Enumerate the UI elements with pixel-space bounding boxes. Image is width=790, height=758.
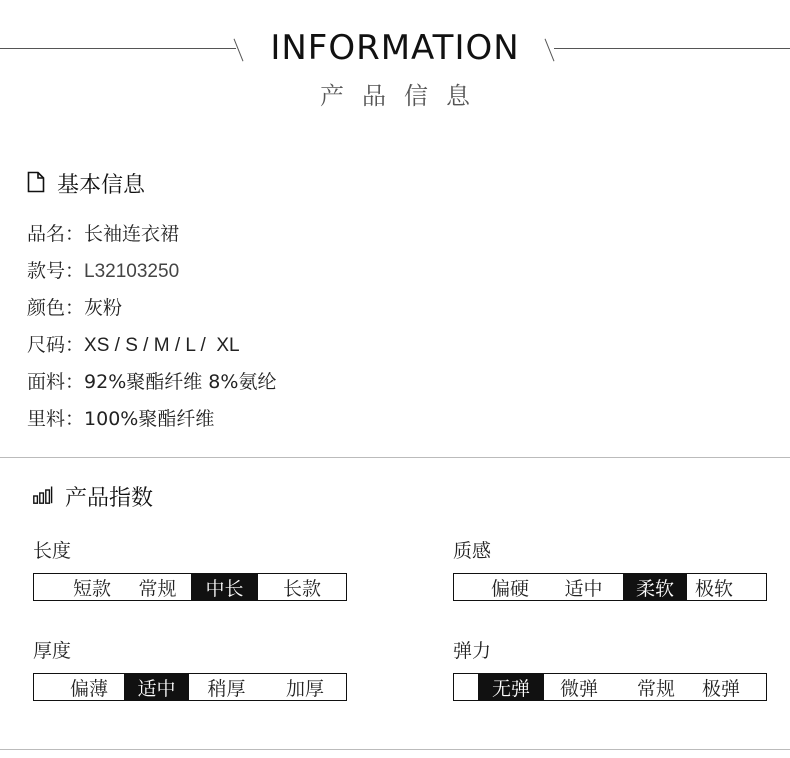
index-option: 微弹 bbox=[559, 677, 598, 700]
index-option: 加厚 bbox=[285, 677, 324, 700]
info-value: 92%聚酯纤维 8%氨纶 bbox=[84, 371, 277, 393]
index-label-texture: 质感 bbox=[453, 540, 492, 562]
info-label: 款号 bbox=[27, 260, 66, 282]
index-option-selected: 无弹 bbox=[478, 674, 544, 700]
index-option: 短款 bbox=[72, 577, 111, 600]
basic-info-heading: 基本信息 bbox=[57, 173, 146, 198]
bottom-divider bbox=[0, 749, 790, 750]
info-value: XS / S / M / L / XL bbox=[84, 335, 240, 356]
index-scale-length bbox=[33, 573, 347, 601]
index-option: 偏硬 bbox=[490, 577, 529, 600]
info-row-size bbox=[27, 330, 240, 357]
index-option: 适中 bbox=[564, 577, 603, 600]
index-option: 稍厚 bbox=[207, 677, 246, 700]
info-value: L32103250 bbox=[84, 261, 180, 282]
info-label: 颜色 bbox=[27, 297, 66, 319]
index-option: 极软 bbox=[695, 577, 734, 600]
index-scale-elasticity bbox=[453, 673, 767, 701]
bar-chart-icon bbox=[33, 486, 53, 508]
index-option: 长款 bbox=[282, 577, 321, 600]
index-scale-texture bbox=[453, 573, 767, 601]
document-icon bbox=[27, 171, 45, 197]
index-option: 常规 bbox=[138, 577, 177, 600]
info-sep: ： bbox=[65, 297, 85, 319]
page-subtitle: 产品信息 bbox=[320, 82, 488, 110]
info-sep: ： bbox=[65, 408, 85, 430]
info-value: 100%聚酯纤维 bbox=[84, 408, 215, 430]
info-label: 尺码 bbox=[27, 334, 66, 356]
info-sep: ： bbox=[65, 223, 85, 245]
info-row-lining bbox=[27, 404, 214, 431]
index-label-length: 长度 bbox=[33, 540, 72, 562]
info-row-style-no bbox=[27, 256, 179, 283]
index-option-selected: 中长 bbox=[191, 574, 258, 600]
index-label-elasticity: 弹力 bbox=[453, 640, 492, 662]
index-option-selected: 柔软 bbox=[623, 574, 687, 600]
info-row-name bbox=[27, 219, 179, 246]
index-option-selected: 适中 bbox=[124, 674, 189, 700]
info-label: 品名 bbox=[27, 223, 66, 245]
product-index-heading: 产品指数 bbox=[65, 486, 154, 511]
page-title: INFORMATION bbox=[270, 28, 520, 68]
info-row-color bbox=[27, 293, 122, 320]
info-label: 面料 bbox=[27, 371, 66, 393]
info-value: 灰粉 bbox=[84, 297, 123, 319]
info-label: 里料 bbox=[27, 408, 66, 430]
info-sep: ： bbox=[65, 334, 85, 356]
index-option: 常规 bbox=[636, 677, 675, 700]
info-value: 长袖连衣裙 bbox=[84, 223, 180, 245]
index-scale-thickness bbox=[33, 673, 347, 701]
index-option: 极弹 bbox=[702, 677, 741, 700]
info-sep: ： bbox=[65, 260, 85, 282]
section-divider bbox=[0, 457, 790, 458]
index-option: 偏薄 bbox=[69, 677, 108, 700]
info-sep: ： bbox=[65, 371, 85, 393]
index-spacer bbox=[454, 674, 478, 700]
info-row-fabric bbox=[27, 367, 276, 394]
index-label-thickness: 厚度 bbox=[33, 640, 72, 662]
